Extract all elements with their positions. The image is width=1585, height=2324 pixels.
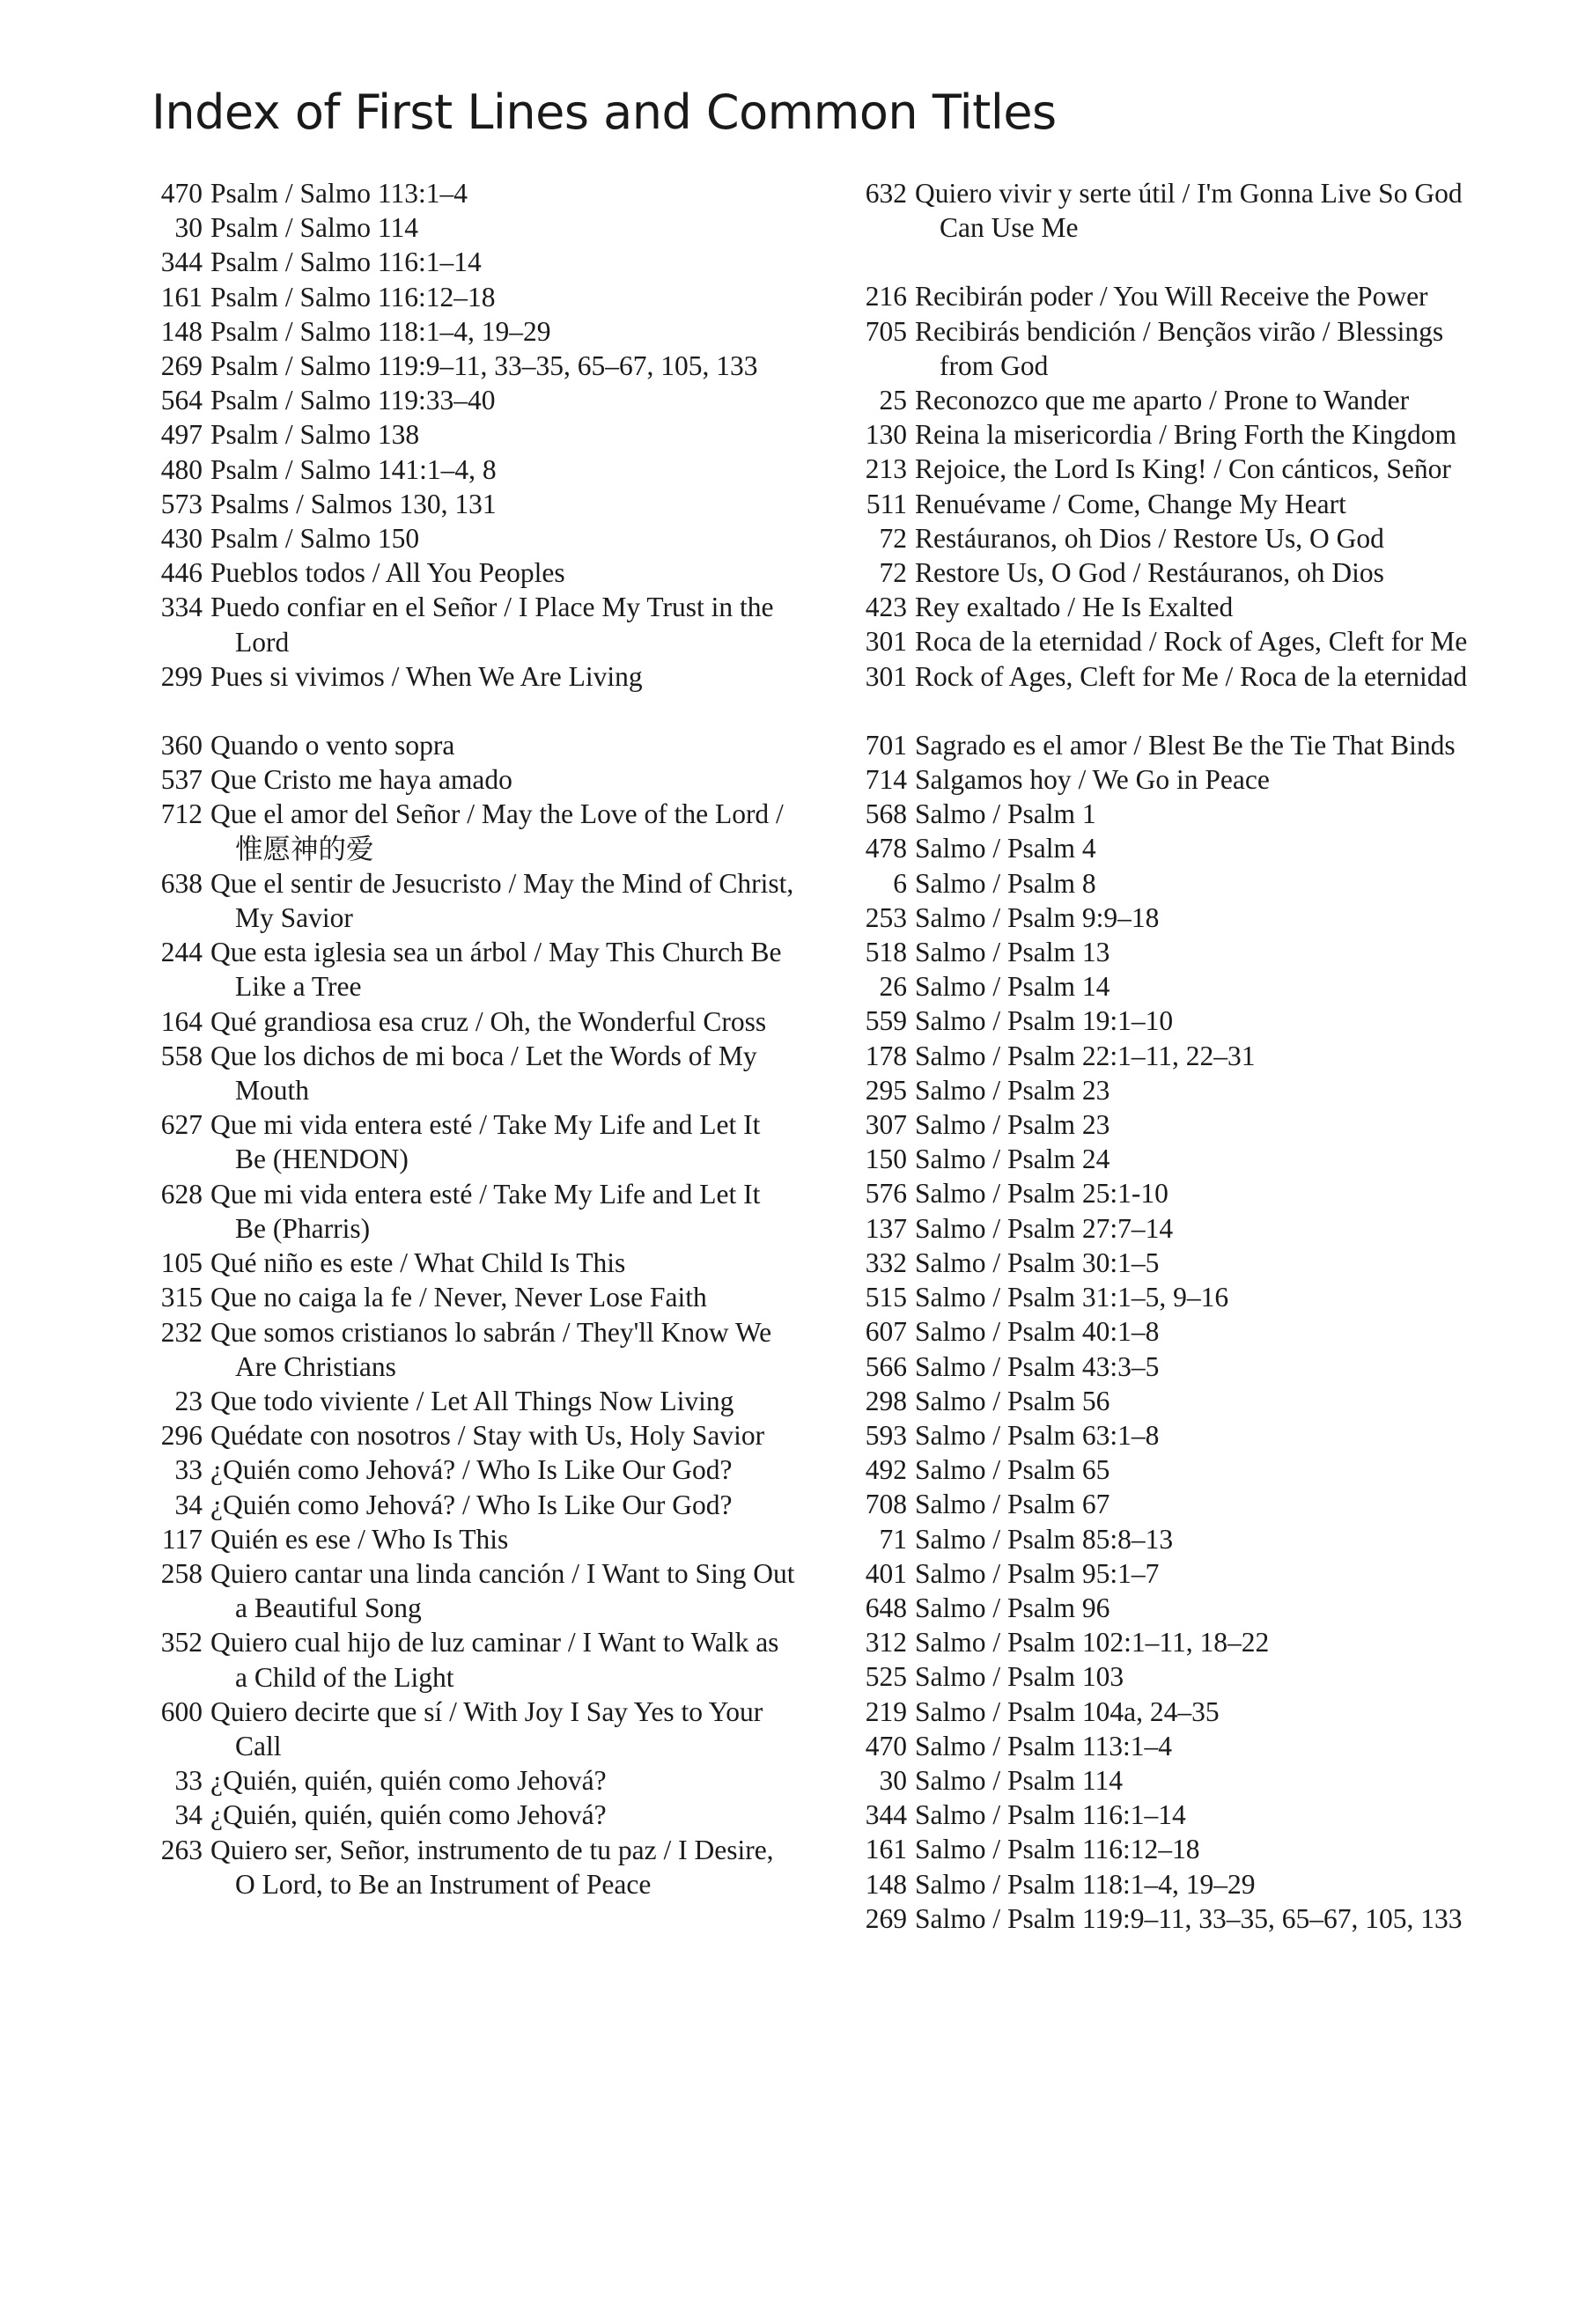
index-entry — [837, 1901, 1471, 1936]
index-entry — [132, 1798, 797, 1832]
index-entry — [837, 1659, 1471, 1694]
hymn-number: 34 — [174, 1489, 203, 1520]
index-entry — [837, 935, 1471, 969]
hymn-number: 401 — [865, 1557, 907, 1589]
hymn-title: Restore Us, O God / Restáuranos, oh Dios — [915, 557, 1384, 589]
hymn-title: Reconozco que me aparto / Prone to Wander — [915, 385, 1410, 416]
hymn-number: 72 — [879, 522, 907, 554]
hymn-number: 559 — [865, 1005, 907, 1037]
hymn-title: Que el sentir de Jesucristo / May the Mind of Christ, My Savior — [210, 867, 794, 934]
hymn-title: Que los dichos de mi boca / Let the Words of My Mouth — [210, 1040, 757, 1107]
hymn-title: Que Cristo me haya amado — [210, 764, 512, 796]
index-entry — [837, 521, 1471, 555]
hymn-title: Que somos cristianos lo sabrán / They'll Know We Are Christians — [210, 1316, 772, 1382]
hymn-title: Salmo / Psalm 4 — [915, 833, 1096, 864]
index-entry — [837, 1591, 1471, 1625]
hymn-title: Roca de la eternidad / Rock of Ages, Cleft for Me — [915, 626, 1468, 658]
hymn-title: Salmo / Psalm 31:1–5, 9–16 — [915, 1282, 1229, 1313]
hymn-title: Salmo / Psalm 102:1–11, 18–22 — [915, 1627, 1270, 1658]
hymn-number: 161 — [160, 281, 203, 313]
hymn-number: 628 — [160, 1178, 203, 1210]
hymn-number: 492 — [865, 1454, 907, 1486]
hymn-number: 178 — [865, 1040, 907, 1071]
hymn-title: Salmo / Psalm 113:1–4 — [915, 1730, 1172, 1761]
index-entry — [132, 1488, 797, 1522]
hymn-title: Salmo / Psalm 119:9–11, 33–35, 65–67, 105, 133 — [915, 1902, 1463, 1934]
index-entry — [837, 1246, 1471, 1280]
index-entry — [837, 728, 1471, 762]
index-entry — [837, 1384, 1471, 1418]
index-entry — [132, 210, 797, 245]
hymn-title: Salmo / Psalm 85:8–13 — [915, 1523, 1174, 1555]
index-entry — [132, 555, 797, 590]
hymn-title: Recibirás bendición / Bençãos virão / Blessings from God — [915, 315, 1444, 381]
hymn-number: 600 — [160, 1695, 203, 1727]
index-entry — [132, 1315, 797, 1384]
hymn-number: 632 — [865, 178, 907, 209]
hymn-number: 576 — [865, 1178, 907, 1210]
hymn-number: 593 — [865, 1419, 907, 1451]
hymn-number: 537 — [160, 764, 203, 796]
hymn-number: 301 — [865, 626, 907, 658]
hymn-number: 148 — [160, 315, 203, 347]
hymn-title: Que mi vida entera esté / Take My Life and Let It Be (HENDON) — [210, 1109, 761, 1175]
index-entry — [837, 831, 1471, 865]
index-entry — [132, 659, 797, 694]
hymn-number: 708 — [865, 1489, 907, 1520]
index-entry — [132, 866, 797, 935]
index-entry — [837, 659, 1471, 694]
hymn-number: 117 — [161, 1523, 203, 1555]
hymn-title: ¿Quién, quién, quién como Jehová? — [210, 1765, 607, 1797]
index-entry — [837, 555, 1471, 590]
index-entry — [837, 487, 1471, 521]
hymn-title: Psalm / Salmo 116:1–14 — [210, 246, 482, 278]
index-entry — [132, 728, 797, 762]
hymn-number: 130 — [865, 419, 907, 451]
hymn-title: Pues si vivimos / When We Are Living — [210, 660, 643, 692]
hymn-title: Que el amor del Señor / May the Love of the Lord / 惟愿神的爱 — [210, 798, 784, 864]
hymn-title: Salmo / Psalm 23 — [915, 1109, 1110, 1141]
index-entry — [837, 1314, 1471, 1349]
hymn-title: Salmo / Psalm 104a, 24–35 — [915, 1695, 1220, 1727]
hymn-title: Salmo / Psalm 13 — [915, 937, 1110, 968]
hymn-title: Psalm / Salmo 118:1–4, 19–29 — [210, 315, 551, 347]
hymn-title: Quiero cual hijo de luz caminar / I Want to Walk as a Child of the Light — [210, 1627, 779, 1693]
hymn-number: 299 — [160, 660, 203, 692]
hymn-title: Qué grandiosa esa cruz / Oh, the Wonderful Cross — [210, 1005, 767, 1037]
hymn-number: 30 — [879, 1764, 907, 1796]
hymn-title: Salmo / Psalm 14 — [915, 971, 1110, 1003]
hymn-number: 213 — [865, 453, 907, 485]
hymn-title: Rey exaltado / He Is Exalted — [915, 592, 1234, 623]
hymn-title: Salmo / Psalm 30:1–5 — [915, 1247, 1160, 1278]
hymn-number: 105 — [160, 1247, 203, 1279]
hymn-title: Psalms / Salmos 130, 131 — [210, 488, 497, 519]
hymn-number: 705 — [865, 315, 907, 347]
index-entry — [132, 314, 797, 349]
index-entry — [837, 279, 1471, 313]
hymn-number: 470 — [865, 1730, 907, 1761]
index-entry — [132, 1039, 797, 1107]
hymn-title: ¿Quién, quién, quién como Jehová? — [210, 1799, 607, 1831]
hymn-title: Salmo / Psalm 56 — [915, 1385, 1110, 1416]
hymn-number: 430 — [160, 523, 203, 555]
hymn-number: 301 — [865, 660, 907, 692]
hymn-title: Salmo / Psalm 103 — [915, 1661, 1124, 1693]
index-entry — [132, 1556, 797, 1625]
hymn-title: Puedo confiar en el Señor / I Place My Trust in the Lord — [210, 592, 774, 658]
hymn-title: Quiero ser, Señor, instrumento de tu paz / I Desire, O Lord, to Be an Instrument of Peace — [210, 1834, 774, 1900]
hymn-number: 480 — [160, 453, 203, 485]
hymn-title: Salmo / Psalm 114 — [915, 1764, 1123, 1796]
hymn-title: Salmo / Psalm 118:1–4, 19–29 — [915, 1868, 1256, 1900]
index-entry — [837, 1418, 1471, 1452]
index-entry — [837, 1142, 1471, 1176]
hymn-number: 216 — [865, 281, 907, 313]
index-entry — [837, 1729, 1471, 1763]
hymn-number: 72 — [879, 557, 907, 589]
hymn-title: Salmo / Psalm 116:12–18 — [915, 1834, 1200, 1865]
hymn-title: Salmo / Psalm 25:1-10 — [915, 1178, 1168, 1210]
index-entry — [132, 349, 797, 383]
page-title: Index of First Lines and Common Titles — [151, 85, 1057, 140]
hymn-number: 244 — [160, 937, 203, 968]
index-entry — [132, 1280, 797, 1314]
hymn-title: Salmo / Psalm 40:1–8 — [915, 1316, 1160, 1348]
hymn-number: 307 — [865, 1109, 907, 1141]
hymn-number: 360 — [160, 730, 203, 761]
hymn-number: 219 — [865, 1695, 907, 1727]
index-entry — [837, 452, 1471, 486]
hymn-number: 564 — [160, 385, 203, 416]
hymn-title: ¿Quién como Jehová? / Who Is Like Our God? — [210, 1489, 733, 1520]
index-entry — [837, 417, 1471, 452]
hymn-number: 525 — [865, 1661, 907, 1693]
index-entry — [132, 1004, 797, 1039]
hymn-title: Salmo / Psalm 24 — [915, 1144, 1110, 1175]
index-entry — [132, 280, 797, 314]
hymn-title: Psalm / Salmo 119:9–11, 33–35, 65–67, 105, 133 — [210, 350, 758, 382]
index-entry — [837, 1487, 1471, 1521]
index-entry — [132, 417, 797, 452]
hymn-number: 253 — [865, 901, 907, 933]
hymn-number: 648 — [865, 1592, 907, 1623]
hymn-title: Rejoice, the Lord Is King! / Con cánticos, Señor — [915, 453, 1451, 485]
hymn-title: Salmo / Psalm 8 — [915, 867, 1096, 899]
hymn-number: 295 — [865, 1074, 907, 1106]
hymn-title: Salmo / Psalm 22:1–11, 22–31 — [915, 1040, 1256, 1071]
index-entry — [837, 1832, 1471, 1866]
hymn-title: ¿Quién como Jehová? / Who Is Like Our God? — [210, 1454, 733, 1486]
hymn-number: 470 — [160, 178, 203, 209]
index-entry — [132, 1452, 797, 1487]
hymn-number: 71 — [879, 1523, 907, 1555]
hymn-title: Quiero vivir y serte útil / I'm Gonna Live So God Can Use Me — [915, 178, 1463, 244]
hymn-title: Psalm / Salmo 150 — [210, 523, 420, 555]
hymn-title: Salmo / Psalm 27:7–14 — [915, 1212, 1174, 1244]
index-entry — [132, 1695, 797, 1763]
hymn-number: 148 — [865, 1868, 907, 1900]
index-entry — [837, 1211, 1471, 1246]
hymn-number: 518 — [865, 937, 907, 968]
index-entry — [837, 383, 1471, 417]
index-entry — [132, 487, 797, 521]
index-entry — [837, 1798, 1471, 1832]
hymn-number: 258 — [160, 1557, 203, 1589]
hymn-number: 232 — [160, 1316, 203, 1348]
index-entry — [837, 1763, 1471, 1798]
index-entry — [132, 452, 797, 487]
index-entry — [837, 590, 1471, 624]
hymn-number: 26 — [879, 971, 907, 1003]
hymn-number: 573 — [160, 488, 203, 519]
hymn-number: 352 — [160, 1627, 203, 1658]
hymn-title: Psalm / Salmo 116:12–18 — [210, 281, 496, 313]
index-entry — [837, 762, 1471, 797]
index-entry — [132, 762, 797, 797]
index-entry — [837, 624, 1471, 658]
hymn-number: 34 — [174, 1799, 203, 1831]
index-entry — [837, 1522, 1471, 1556]
index-entry — [837, 1867, 1471, 1901]
hymn-title: Salmo / Psalm 9:9–18 — [915, 901, 1160, 933]
hymn-title: Quédate con nosotros / Stay with Us, Holy Savior — [210, 1420, 765, 1452]
index-entry — [837, 1004, 1471, 1038]
hymn-number: 712 — [160, 798, 203, 830]
hymn-title: Pueblos todos / All You Peoples — [210, 557, 565, 589]
hymn-number: 23 — [174, 1385, 203, 1416]
hymn-number: 478 — [865, 833, 907, 864]
hymn-number: 164 — [160, 1005, 203, 1037]
index-column-left — [132, 176, 797, 1901]
hymn-number: 627 — [160, 1109, 203, 1141]
index-column-right — [837, 176, 1471, 1936]
index-entry — [132, 1177, 797, 1246]
hymn-title: Psalm / Salmo 138 — [210, 419, 420, 451]
hymn-title: Que esta iglesia sea un árbol / May This Church Be Like a Tree — [210, 937, 782, 1003]
hymn-title: Restáuranos, oh Dios / Restore Us, O God — [915, 522, 1384, 554]
hymn-title: Salmo / Psalm 116:1–14 — [915, 1799, 1186, 1831]
hymn-title: Salmo / Psalm 43:3–5 — [915, 1350, 1160, 1382]
index-entry — [132, 590, 797, 658]
hymn-number: 332 — [865, 1247, 907, 1278]
hymn-number: 344 — [160, 246, 203, 278]
index-entry — [837, 969, 1471, 1004]
hymn-title: Rock of Ages, Cleft for Me / Roca de la eternidad — [915, 660, 1468, 692]
index-entry — [132, 245, 797, 279]
hymn-number: 312 — [865, 1627, 907, 1658]
hymn-number: 515 — [865, 1282, 907, 1313]
hymn-number: 638 — [160, 867, 203, 899]
hymn-number: 150 — [865, 1144, 907, 1175]
hymn-title: Salmo / Psalm 95:1–7 — [915, 1557, 1160, 1589]
hymn-title: Salmo / Psalm 96 — [915, 1592, 1110, 1623]
hymn-number: 296 — [160, 1420, 203, 1452]
hymn-title: Quiero cantar una linda canción / I Want to Sing Out a Beautiful Song — [210, 1557, 795, 1624]
hymn-number: 607 — [865, 1316, 907, 1348]
hymn-number: 33 — [174, 1765, 203, 1797]
index-entry — [132, 1833, 797, 1901]
hymn-title: Psalm / Salmo 113:1–4 — [210, 178, 468, 209]
hymn-number: 25 — [879, 385, 907, 416]
hymn-number: 423 — [865, 592, 907, 623]
hymn-title: Que todo viviente / Let All Things Now Living — [210, 1385, 734, 1416]
index-entry — [837, 1107, 1471, 1142]
hymn-number: 344 — [865, 1799, 907, 1831]
hymn-number: 315 — [160, 1282, 203, 1313]
index-entry — [132, 1522, 797, 1556]
hymn-title: Que mi vida entera esté / Take My Life and Let It Be (Pharris) — [210, 1178, 761, 1244]
index-entry — [837, 1073, 1471, 1107]
index-entry — [837, 901, 1471, 935]
hymn-number: 263 — [160, 1834, 203, 1865]
hymn-title: Que no caiga la fe / Never, Never Lose Faith — [210, 1282, 707, 1313]
index-entry — [132, 383, 797, 417]
index-entry — [837, 797, 1471, 831]
index-entry — [837, 866, 1471, 901]
index-entry — [837, 1176, 1471, 1210]
hymn-number: 137 — [865, 1212, 907, 1244]
hymn-number: 334 — [160, 592, 203, 623]
hymn-title: Salmo / Psalm 65 — [915, 1454, 1110, 1486]
hymn-number: 566 — [865, 1350, 907, 1382]
hymn-number: 568 — [865, 798, 907, 830]
hymn-title: Quiero decirte que sí / With Joy I Say Yes to Your Call — [210, 1695, 763, 1761]
hymn-title: Renuévame / Come, Change My Heart — [915, 488, 1346, 519]
hymn-number: 269 — [160, 350, 203, 382]
index-entry — [837, 1452, 1471, 1487]
hymn-number: 714 — [865, 764, 907, 796]
hymn-number: 558 — [160, 1040, 203, 1071]
hymn-number: 6 — [893, 867, 907, 899]
index-entry — [132, 1625, 797, 1694]
hymn-number: 269 — [865, 1902, 907, 1934]
hymn-title: Salmo / Psalm 1 — [915, 798, 1096, 830]
index-entry — [132, 797, 797, 865]
index-entry — [132, 521, 797, 555]
hymn-title: Salgamos hoy / We Go in Peace — [915, 764, 1270, 796]
index-entry — [132, 1418, 797, 1452]
hymn-title: Psalm / Salmo 119:33–40 — [210, 385, 496, 416]
index-entry — [837, 1625, 1471, 1659]
index-entry — [837, 1556, 1471, 1591]
hymn-number: 497 — [160, 419, 203, 451]
hymn-title: Quién es ese / Who Is This — [210, 1523, 509, 1555]
index-entry — [837, 1350, 1471, 1384]
hymn-title: Recibirán poder / You Will Receive the Power — [915, 281, 1428, 313]
hymn-title: Psalm / Salmo 141:1–4, 8 — [210, 453, 497, 485]
hymn-title: Psalm / Salmo 114 — [210, 212, 418, 244]
hymn-title: Reina la misericordia / Bring Forth the Kingdom — [915, 419, 1457, 451]
hymn-number: 33 — [174, 1454, 203, 1486]
index-entry — [837, 1280, 1471, 1314]
index-entry — [132, 176, 797, 210]
hymn-title: Quando o vento sopra — [210, 730, 455, 761]
index-entry — [837, 176, 1471, 245]
index-entry — [837, 1695, 1471, 1729]
index-entry — [837, 314, 1471, 383]
hymn-number: 511 — [866, 488, 907, 519]
hymn-number: 30 — [174, 212, 203, 244]
index-entry — [132, 1246, 797, 1280]
index-entry — [132, 935, 797, 1004]
index-entry — [132, 1107, 797, 1176]
hymn-number: 161 — [865, 1834, 907, 1865]
hymn-title: Salmo / Psalm 63:1–8 — [915, 1419, 1160, 1451]
hymn-number: 701 — [865, 729, 907, 761]
hymn-title: Salmo / Psalm 67 — [915, 1489, 1110, 1520]
hymn-title: Qué niño es este / What Child Is This — [210, 1247, 626, 1279]
index-entry — [132, 1763, 797, 1798]
hymn-title: Salmo / Psalm 19:1–10 — [915, 1005, 1174, 1037]
hymn-title: Salmo / Psalm 23 — [915, 1074, 1110, 1106]
index-entry — [837, 1039, 1471, 1073]
hymn-number: 446 — [160, 557, 203, 589]
index-entry — [132, 1384, 797, 1418]
hymn-number: 298 — [865, 1385, 907, 1416]
hymn-title: Sagrado es el amor / Blest Be the Tie That Binds — [915, 729, 1456, 761]
